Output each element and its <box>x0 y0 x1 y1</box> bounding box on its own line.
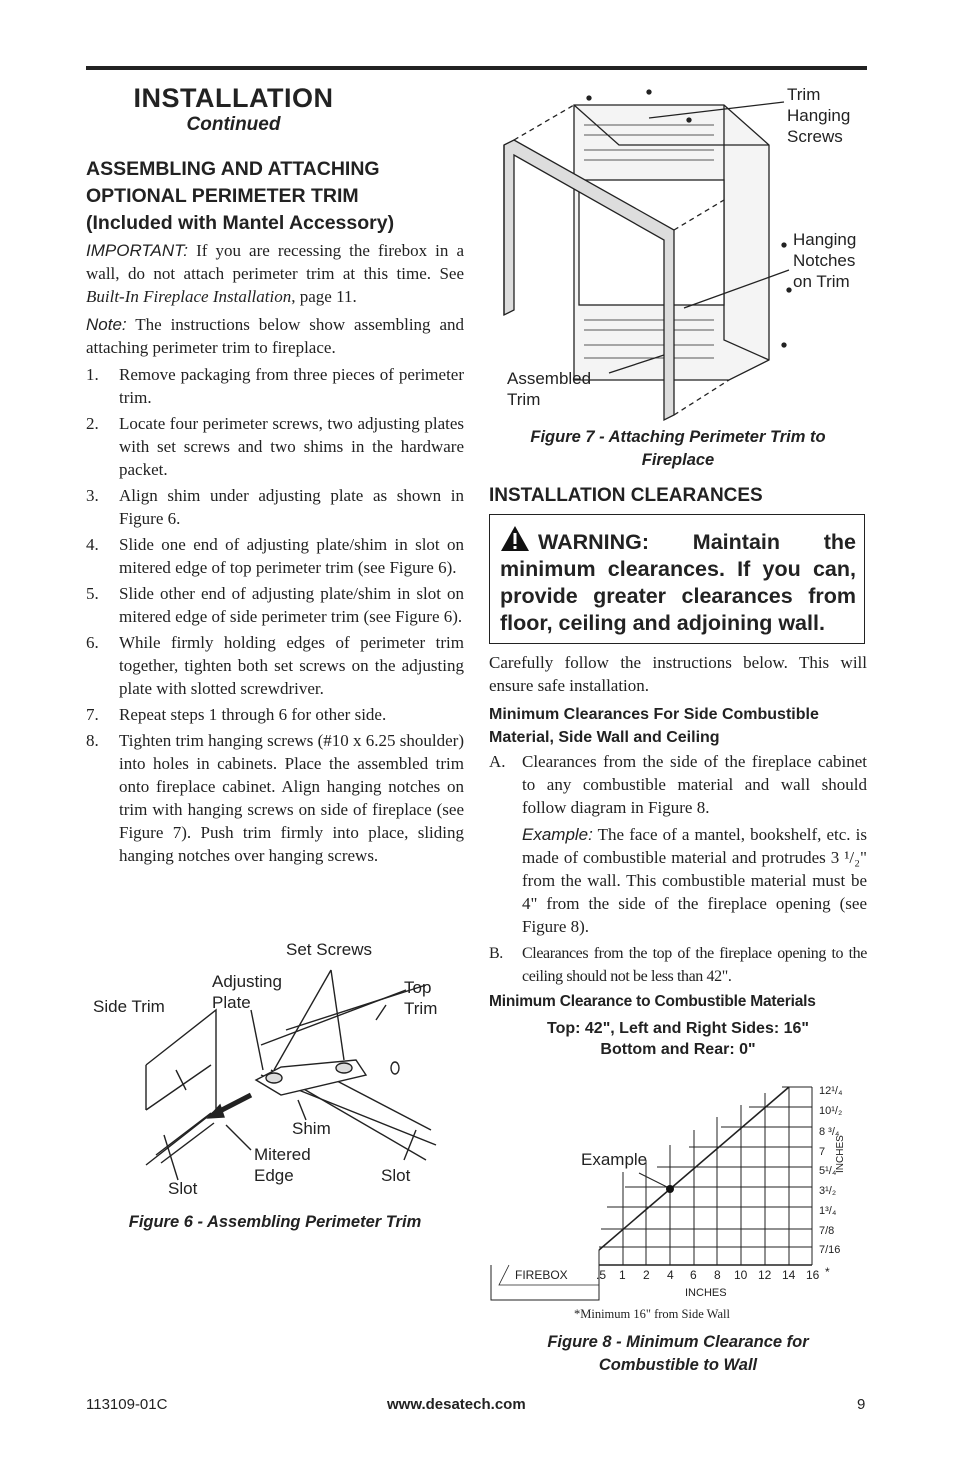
label-firebox: FIREBOX <box>515 1268 568 1282</box>
warning-box <box>489 514 865 644</box>
x-axis-unit: INCHES <box>685 1287 727 1299</box>
intro-paragraph: Carefully follow the instructions below. This will ensure safe installation. <box>489 653 867 695</box>
x-tick: 8 <box>714 1268 721 1282</box>
list-item: 8. Tighten trim hanging screws (#10 x 6.25 shoulder) into holes in cabinets. Place the assembled trim onto fireplace cabinet. Align hanging notches on trim with hanging screws on side of fireplace (see Figure 7). Push trim firmly into place, sliding hanging notches over hanging screws. <box>86 731 465 865</box>
x-tick: 4 <box>667 1268 674 1282</box>
label-trim-hanging-screws: Trim Hanging Screws <box>787 85 851 146</box>
x-tick: .5 <box>596 1268 607 1282</box>
steps-list <box>86 363 464 867</box>
list-item: 3. Align shim under adjusting plate as shown in Figure 6. <box>86 486 464 528</box>
figure-6 <box>86 935 464 1235</box>
y-tick: 8 ³/₄ <box>819 1126 840 1138</box>
right-column <box>489 651 867 1060</box>
list-item: 7. Repeat steps 1 through 6 for other side. <box>86 705 387 724</box>
label-side-trim: Side Trim <box>93 997 165 1016</box>
doc-number: 113109-01C <box>86 1396 168 1413</box>
x-tick: 1 <box>619 1268 626 1282</box>
label-shim: Shim <box>292 1119 331 1138</box>
x-tick: 12 <box>758 1268 772 1282</box>
page-number: 9 <box>857 1396 866 1413</box>
label-slot-right: Slot <box>381 1166 411 1185</box>
y-tick: 7/8 <box>819 1225 835 1237</box>
chart-footnote: *Minimum 16" from Side Wall <box>574 1307 730 1321</box>
list-item: 2. Locate four perimeter screws, two adjusting plates with set screws and two shims in the hardware packet. <box>86 414 464 479</box>
website-link[interactable]: www.desatech.com <box>387 1396 526 1413</box>
x-tick: 10 <box>734 1268 748 1282</box>
list-item: 4. Slide one end of adjusting plate/shim in slot on mitered edge of top perimeter trim (see Figure 6). <box>86 535 464 577</box>
warning-text: WARNING: Maintain the minimum clearances. If you can, provide greater clearances from floor, ceiling and adjoining wall. <box>500 530 856 635</box>
min-clearance-values: Top: 42", Left and Right Sides: 16" Bottom and Rear: 0" <box>546 1020 809 1058</box>
label-assembled-trim: Assembled Trim <box>507 369 592 409</box>
y-tick: 1³/₄ <box>819 1205 837 1217</box>
x-tick: 14 <box>782 1268 796 1282</box>
top-rule <box>86 66 867 70</box>
y-tick: 5¹/₄ <box>819 1165 837 1177</box>
item-a: A. Clearances from the side of the fireplace cabinet to any combustible material and wall should follow diagram in Figure 8. <box>489 752 867 817</box>
y-tick: 10¹/₂ <box>819 1105 843 1117</box>
y-tick: 7 <box>819 1146 826 1158</box>
figure-6-caption: Figure 6 - Assembling Perimeter Trim <box>128 1213 422 1231</box>
list-item: 5. Slide other end of adjusting plate/shim in slot on mitered edge of side perimeter trim (see Figure 6). <box>86 584 464 626</box>
page-subtitle: Continued <box>186 114 281 135</box>
x-tick: 6 <box>690 1268 697 1282</box>
example-paragraph: Example: The face of a mantel, bookshelf, etc. is made of combustible material and protrudes 3 ¹/₂" from the wall. This combustible material must be 4" from the side of the fireplace opening (see Figure 8). <box>522 825 867 936</box>
sub-heading: Minimum Clearances For Side Combustible Material, Side Wall and Ceiling <box>489 706 819 746</box>
label-set-screws: Set Screws <box>286 940 372 959</box>
x-tick: 16 <box>806 1268 820 1282</box>
clearances-heading: INSTALLATION CLEARANCES <box>489 485 763 506</box>
y-axis-unit: INCHES <box>835 1135 846 1173</box>
figure-7-caption: Figure 7 - Attaching Perimeter Trim to Fireplace <box>530 428 826 469</box>
important-paragraph: IMPORTANT: If you are recessing the firebox in a wall, do not attach perimeter trim at this time. See Built-In Fireplace Installation, page 11. <box>86 241 464 306</box>
y-tick: 3¹/₂ <box>819 1185 837 1197</box>
list-item: 1. Remove packaging from three pieces of perimeter trim. <box>86 365 464 407</box>
y-tick: 12¹/₄ <box>819 1085 843 1097</box>
section-heading: ASSEMBLING AND ATTACHING OPTIONAL PERIMETER TRIM (Included with Mantel Accessory) <box>86 158 395 234</box>
label-slot-left: Slot <box>168 1179 198 1198</box>
asterisk: * <box>825 1265 830 1279</box>
item-b: B. Clearances from the top of the fireplace opening to the ceiling should not be less than 42". <box>489 945 867 985</box>
label-mitered-edge: Mitered Edge <box>254 1145 311 1185</box>
x-tick: 2 <box>643 1268 650 1282</box>
figure-7 <box>489 80 867 475</box>
figure-8 <box>489 1085 867 1385</box>
y-tick: 7/16 <box>819 1244 841 1256</box>
min-clearance-heading: Minimum Clearance to Combustible Materials <box>489 993 816 1010</box>
label-adjusting-plate: Adjusting Plate <box>212 972 282 1012</box>
warning-icon <box>500 525 530 552</box>
label-top-trim: Top Trim <box>404 978 438 1018</box>
left-column <box>86 82 464 870</box>
list-item: 6. While firmly holding edges of perimeter trim together, tighten both set screws on the adjusting plate with slotted screwdriver. <box>86 633 464 698</box>
figure-8-caption: Figure 8 - Minimum Clearance for Combustible to Wall <box>547 1333 809 1374</box>
page-title: INSTALLATION <box>133 83 334 113</box>
label-hanging-notches: Hanging Notches on Trim <box>793 230 857 291</box>
label-example: Example <box>581 1150 648 1169</box>
note-paragraph: Note: The instructions below show assembling and attaching perimeter trim to fireplace. <box>86 315 464 357</box>
